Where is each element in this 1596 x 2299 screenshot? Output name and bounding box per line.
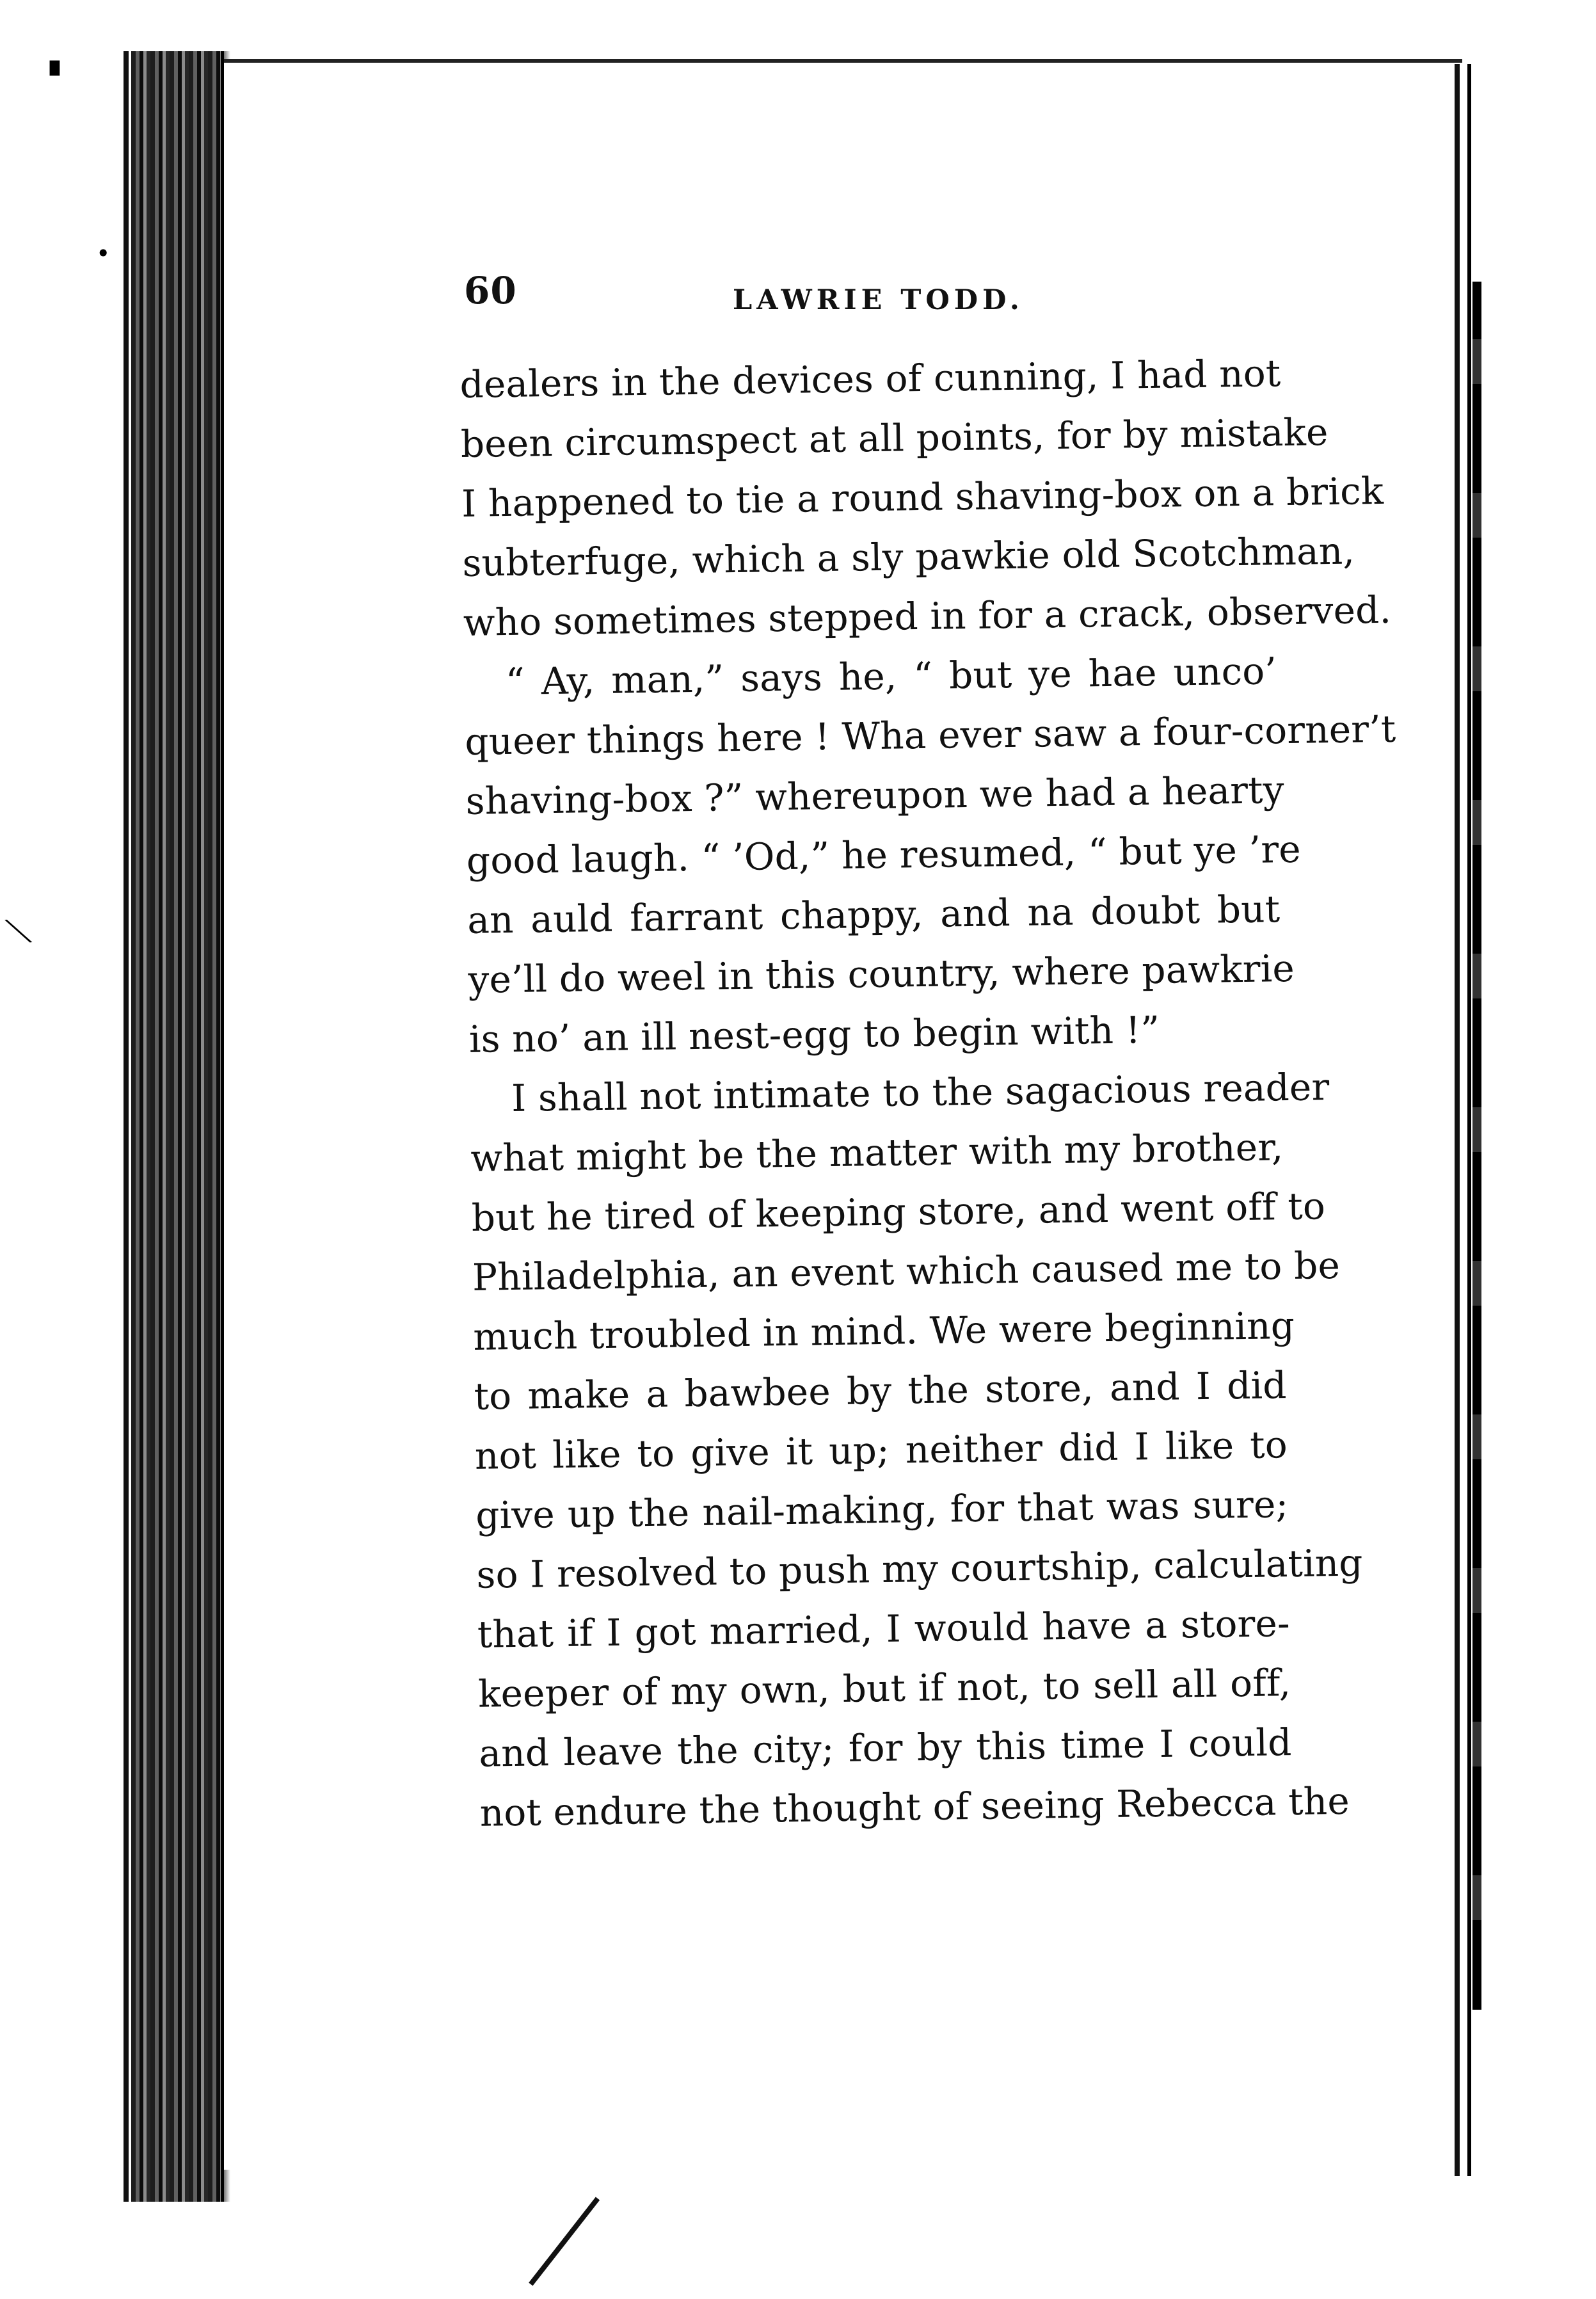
book-page-edge-right bbox=[1449, 64, 1488, 2176]
page-header bbox=[464, 269, 1040, 333]
text-line: much troubled in mind. We were beginning bbox=[472, 1303, 1295, 1359]
text-line: an auld farrant chappy, and na doubt but bbox=[467, 887, 1281, 942]
scan-stroke-bottom bbox=[529, 2197, 600, 2286]
text-line: is no’ an ill nest-egg to begin with !” bbox=[468, 1007, 1160, 1061]
text-line: and leave the city; for by this time I could bbox=[479, 1720, 1292, 1775]
text-line: not endure the thought of seeing Rebecca the bbox=[479, 1779, 1350, 1835]
text-line: good laugh. “ ’Od,” he resumed, “ but ye ’re bbox=[466, 827, 1302, 883]
text-line: what might be the matter with my brother, bbox=[470, 1125, 1284, 1180]
text-line: so I resolved to push my courtship, calculating bbox=[476, 1541, 1364, 1597]
text-line: Philadelphia, an event which caused me to be bbox=[472, 1243, 1341, 1299]
text-line: but he tired of keeping store, and went off to bbox=[471, 1184, 1326, 1240]
text-line: been circumspect at all points, for by mistake bbox=[460, 410, 1329, 466]
text-line: who sometimes stepped in for a crack, observed. bbox=[463, 588, 1392, 645]
scan-speck-left: • bbox=[96, 239, 111, 268]
scan-speck-top-left: ▘ bbox=[50, 61, 70, 91]
text-line: subterfuge, which a sly pawkie old Scotchman, bbox=[462, 529, 1355, 585]
text-line: shaving-box ?” whereupon we had a hearty bbox=[465, 768, 1285, 823]
text-line: I shall not intimate to the sagacious reader bbox=[511, 1065, 1330, 1120]
text-line: ye’ll do weel in this country, where pawkrie bbox=[468, 946, 1295, 1002]
text-line: that if I got married, I would have a store- bbox=[477, 1601, 1291, 1656]
book-page-edge-left bbox=[131, 51, 224, 2202]
text-line: to make a bawbee by the store, and I did bbox=[474, 1363, 1288, 1418]
page-number: 60 bbox=[464, 269, 517, 312]
text-line: I happened to tie a round shaving-box on a brick bbox=[461, 469, 1384, 525]
text-line: dealers in the devices of cunning, I had not bbox=[459, 351, 1281, 406]
page-body-text bbox=[459, 344, 1396, 1843]
scan-mark-left: ⟍ bbox=[3, 909, 33, 954]
text-line: give up the nail-making, for that was sure; bbox=[475, 1482, 1289, 1537]
running-head: LAWRIE TODD. bbox=[733, 284, 1024, 316]
text-line: not like to give it up; neither did I like to bbox=[474, 1423, 1288, 1478]
text-line: queer things here ! Wha ever saw a four-corner’t bbox=[464, 707, 1396, 764]
text-line: keeper of my own, but if not, to sell all off, bbox=[477, 1661, 1291, 1716]
text-line: “ Ay, man,” says he, “ but ye hae unco’ bbox=[505, 649, 1277, 704]
